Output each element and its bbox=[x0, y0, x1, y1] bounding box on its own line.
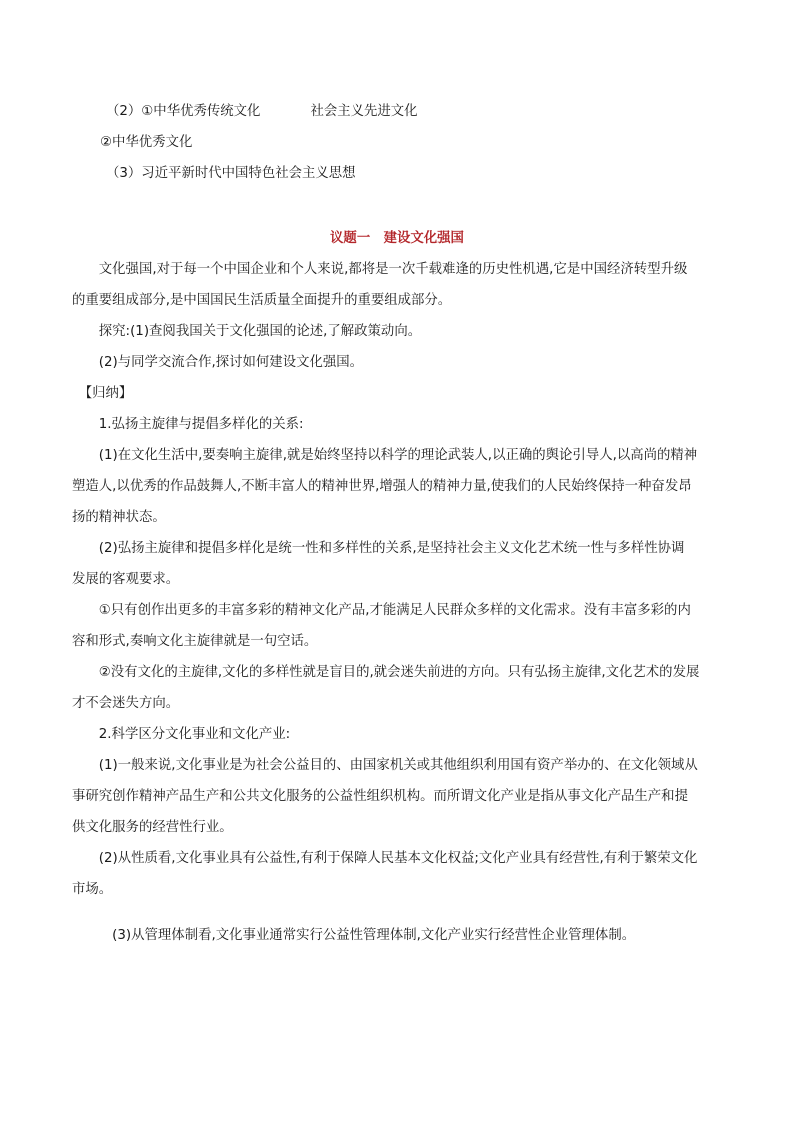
point-1d-line-2: 才不会迷失方向。 bbox=[72, 696, 180, 711]
point-2a-line-2: 事研究创作精神产品生产和公共文化服务的公益性组织机构。而所谓文化产业是指从事文化产品生产和提 bbox=[72, 789, 688, 804]
answer-2-part-1: （2）①中华优秀传统文化 bbox=[106, 104, 261, 119]
intro-line-1: 文化强国,对于每一个中国企业和个人来说,都将是一次千载难逢的历史性机遇,它是中国经济转型升级 bbox=[72, 262, 688, 277]
point-2a-line-1: (1)一般来说,文化事业是为社会公益目的、由国家机关或其他组织利用国有资产举办的、在文化领域从 bbox=[72, 758, 698, 773]
point-2b-line-2: 市场。 bbox=[72, 882, 113, 897]
point-1a-line-1: (1)在文化生活中,要奏响主旋律,就是始终坚持以科学的理论武装人,以正确的舆论引导人,以高尚的精神 bbox=[72, 448, 698, 463]
point-2b-line-1: (2)从性质看,文化事业具有公益性,有利于保障人民基本文化权益;文化产业具有经营性,有利于繁荣文化 bbox=[72, 851, 698, 866]
answer-line-2b: ②中华优秀文化 bbox=[100, 135, 193, 150]
answer-line-2 bbox=[100, 102, 418, 122]
explore-item-2: (2)与同学交流合作,探讨如何建设文化强国。 bbox=[72, 355, 364, 370]
summary-label: 【归纳】 bbox=[72, 386, 133, 401]
intro-line-2: 的重要组成部分,是中国国民生活质量全面提升的重要组成部分。 bbox=[72, 293, 452, 308]
point-1b-line-1: (2)弘扬主旋律和提倡多样化是统一性和多样性的关系,是坚持社会主义文化艺术统一性与多样性协调 bbox=[72, 541, 685, 556]
point-1a-line-3: 扬的精神状态。 bbox=[72, 510, 166, 525]
point-2a-line-3: 供文化服务的经营性行业。 bbox=[72, 820, 233, 835]
answer-line-3: （3）习近平新时代中国特色社会主义思想 bbox=[106, 166, 356, 181]
point-1d-line-1: ②没有文化的主旋律,文化的多样性就是盲目的,就会迷失前进的方向。只有弘扬主旋律,文化艺术的发展 bbox=[72, 665, 700, 680]
section-title: 议题一 建设文化强国 bbox=[330, 231, 464, 246]
point-1b-line-2: 发展的客观要求。 bbox=[72, 572, 180, 587]
point-1a-line-2: 塑造人,以优秀的作品鼓舞人,不断丰富人的精神世界,增强人的精神力量,使我们的人民始终保持一种奋发昂 bbox=[72, 479, 692, 494]
explore-item-1: 探究:(1)查阅我国关于文化强国的论述,了解政策动向。 bbox=[72, 324, 422, 339]
point-2c-line-1: (3)从管理体制看,文化事业通常实行公益性管理体制,文化产业实行经营性企业管理体制。 bbox=[72, 928, 636, 943]
point-1c-line-1: ①只有创作出更多的丰富多彩的精神文化产品,才能满足人民群众多样的文化需求。没有丰富多彩的内 bbox=[72, 603, 691, 618]
point-2-title: 2.科学区分文化事业和文化产业: bbox=[72, 727, 291, 742]
point-1c-line-2: 容和形式,奏响文化主旋律就是一句空话。 bbox=[72, 634, 318, 649]
point-1-title: 1.弘扬主旋律与提倡多样化的关系: bbox=[72, 417, 304, 432]
answer-2-part-2: 社会主义先进文化 bbox=[310, 104, 418, 119]
